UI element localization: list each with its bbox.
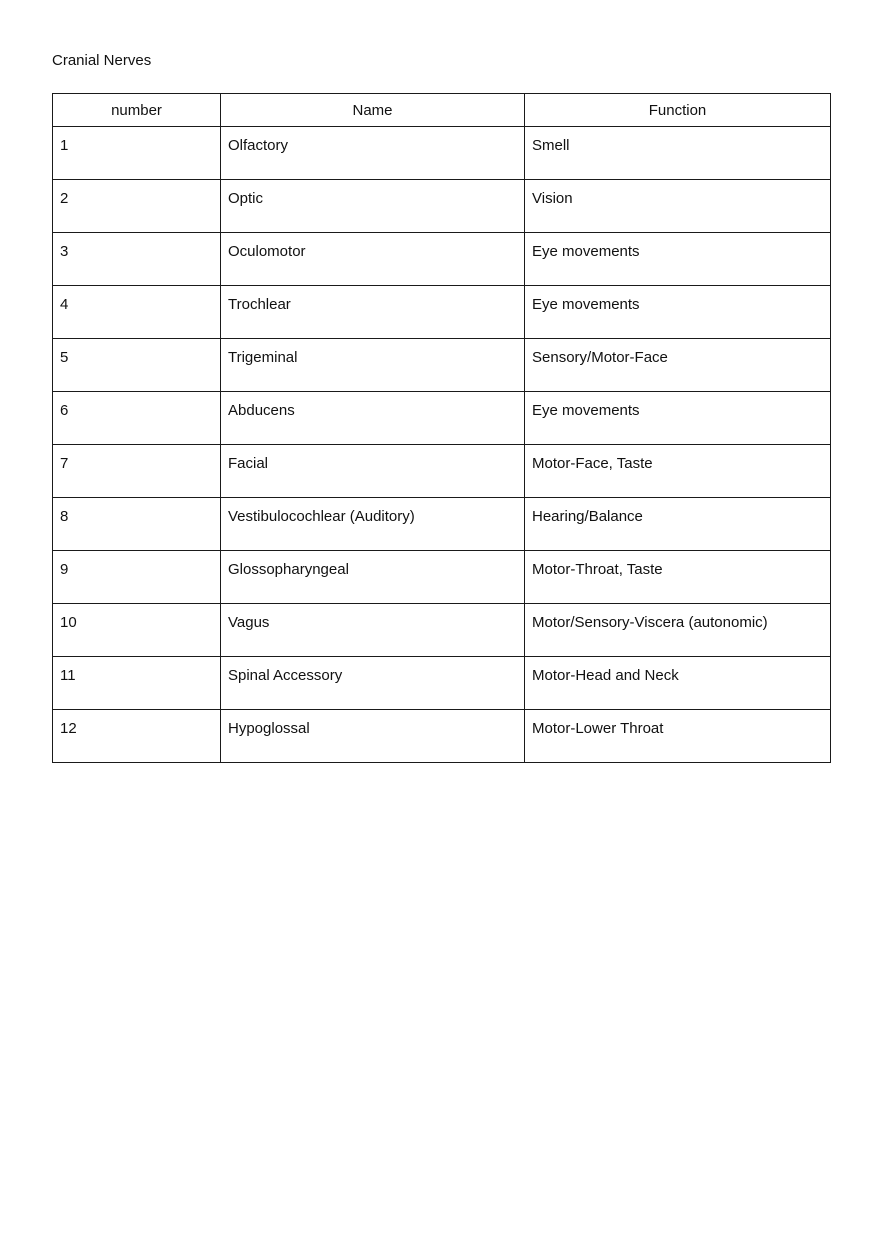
cell-name: Hypoglossal	[221, 710, 525, 763]
cell-function: Motor/Sensory-Viscera (autonomic)	[525, 604, 831, 657]
table-row	[53, 339, 831, 392]
cell-name: Facial	[221, 445, 525, 498]
cranial-nerves-table	[52, 93, 831, 763]
cell-name: Trigeminal	[221, 339, 525, 392]
cell-name: Oculomotor	[221, 233, 525, 286]
cell-number: 5	[53, 339, 221, 392]
table-row	[53, 392, 831, 445]
column-header-name: Name	[221, 94, 525, 127]
table-row	[53, 710, 831, 763]
table-row	[53, 498, 831, 551]
cell-function: Eye movements	[525, 392, 831, 445]
cell-function: Eye movements	[525, 286, 831, 339]
cell-name: Vagus	[221, 604, 525, 657]
cell-name: Optic	[221, 180, 525, 233]
cell-number: 7	[53, 445, 221, 498]
cell-function: Hearing/Balance	[525, 498, 831, 551]
table-row	[53, 551, 831, 604]
cell-function: Vision	[525, 180, 831, 233]
cell-name: Glossopharyngeal	[221, 551, 525, 604]
table-row	[53, 233, 831, 286]
table-row	[53, 445, 831, 498]
table-row	[53, 127, 831, 180]
cell-function: Motor-Throat, Taste	[525, 551, 831, 604]
cell-number: 1	[53, 127, 221, 180]
column-header-function: Function	[525, 94, 831, 127]
cell-number: 8	[53, 498, 221, 551]
cell-name: Olfactory	[221, 127, 525, 180]
cell-name: Spinal Accessory	[221, 657, 525, 710]
cell-number: 9	[53, 551, 221, 604]
cell-name: Vestibulocochlear (Auditory)	[221, 498, 525, 551]
cell-number: 10	[53, 604, 221, 657]
table-row	[53, 657, 831, 710]
cell-name: Trochlear	[221, 286, 525, 339]
column-header-number: number	[53, 94, 221, 127]
cell-name: Abducens	[221, 392, 525, 445]
cell-number: 2	[53, 180, 221, 233]
cell-function: Sensory/Motor-Face	[525, 339, 831, 392]
table-row	[53, 604, 831, 657]
cell-number: 11	[53, 657, 221, 710]
cell-number: 12	[53, 710, 221, 763]
table-row	[53, 180, 831, 233]
cell-number: 6	[53, 392, 221, 445]
cell-function: Motor-Lower Throat	[525, 710, 831, 763]
page-title: Cranial Nerves	[52, 52, 152, 69]
cell-function: Motor-Head and Neck	[525, 657, 831, 710]
table-header-row	[53, 94, 831, 127]
table-row	[53, 286, 831, 339]
cell-function: Smell	[525, 127, 831, 180]
cell-function: Eye movements	[525, 233, 831, 286]
cell-number: 4	[53, 286, 221, 339]
cell-number: 3	[53, 233, 221, 286]
cell-function: Motor-Face, Taste	[525, 445, 831, 498]
